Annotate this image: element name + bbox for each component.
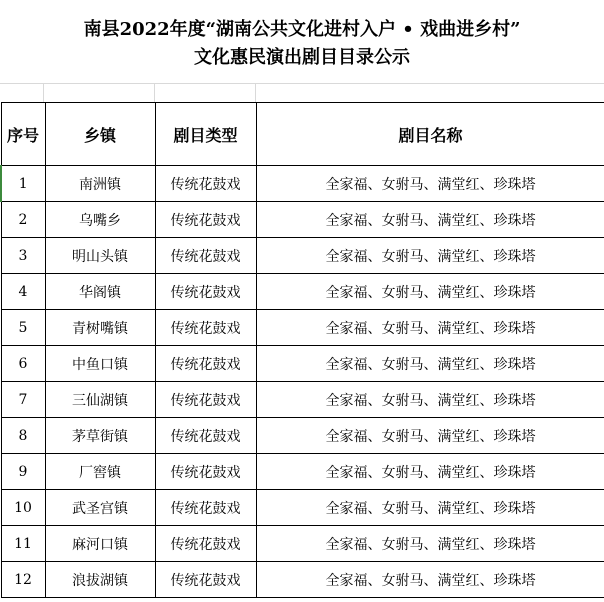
spreadsheet-gridline <box>154 84 155 102</box>
table-row <box>1 274 604 310</box>
spreadsheet-gridline <box>43 84 44 102</box>
title-line-1: 南县2022年度“湖南公共文化进村入户 • 戏曲进乡村” <box>83 19 521 40</box>
cell-index[interactable]: 5 <box>1 310 45 346</box>
cell-type[interactable]: 传统花鼓戏 <box>155 274 256 310</box>
cell-index[interactable]: 6 <box>1 346 45 382</box>
cell-town[interactable]: 华阁镇 <box>45 274 155 310</box>
cell-town[interactable]: 乌嘴乡 <box>45 202 155 238</box>
header-type[interactable]: 剧目类型 <box>155 103 256 166</box>
cell-program-name[interactable]: 全家福、女驸马、满堂红、珍珠塔 <box>256 418 604 454</box>
cell-type[interactable]: 传统花鼓戏 <box>155 166 256 202</box>
title-line-2: 文化惠民演出剧目目录公示 <box>194 47 410 68</box>
cell-program-name[interactable]: 全家福、女驸马、满堂红、珍珠塔 <box>256 166 604 202</box>
cell-program-name[interactable]: 全家福、女驸马、满堂红、珍珠塔 <box>256 238 604 274</box>
cell-program-name[interactable]: 全家福、女驸马、满堂红、珍珠塔 <box>256 346 604 382</box>
document-title <box>0 0 604 84</box>
cell-type[interactable]: 传统花鼓戏 <box>155 346 256 382</box>
header-program-name[interactable]: 剧目名称 <box>256 103 604 166</box>
cell-program-name[interactable]: 全家福、女驸马、满堂红、珍珠塔 <box>256 490 604 526</box>
cell-program-name[interactable]: 全家福、女驸马、满堂红、珍珠塔 <box>256 202 604 238</box>
cell-index[interactable]: 3 <box>1 238 45 274</box>
cell-town[interactable]: 南洲镇 <box>45 166 155 202</box>
table-row <box>1 490 604 526</box>
cell-program-name[interactable]: 全家福、女驸马、满堂红、珍珠塔 <box>256 382 604 418</box>
cell-type[interactable]: 传统花鼓戏 <box>155 454 256 490</box>
cell-town[interactable]: 武圣宫镇 <box>45 490 155 526</box>
table-row <box>1 310 604 346</box>
header-town[interactable]: 乡镇 <box>45 103 155 166</box>
cell-index[interactable]: 2 <box>1 202 45 238</box>
cell-program-name[interactable]: 全家福、女驸马、满堂红、珍珠塔 <box>256 526 604 562</box>
cell-program-name[interactable]: 全家福、女驸马、满堂红、珍珠塔 <box>256 562 604 598</box>
table-row <box>1 166 604 202</box>
table-row <box>1 418 604 454</box>
cell-type[interactable]: 传统花鼓戏 <box>155 526 256 562</box>
cell-type[interactable]: 传统花鼓戏 <box>155 310 256 346</box>
program-table <box>0 102 604 598</box>
cell-program-name[interactable]: 全家福、女驸马、满堂红、珍珠塔 <box>256 454 604 490</box>
cell-index[interactable]: 9 <box>1 454 45 490</box>
cell-town[interactable]: 青树嘴镇 <box>45 310 155 346</box>
cell-type[interactable]: 传统花鼓戏 <box>155 418 256 454</box>
cell-program-name[interactable]: 全家福、女驸马、满堂红、珍珠塔 <box>256 310 604 346</box>
cell-town[interactable]: 三仙湖镇 <box>45 382 155 418</box>
cell-index[interactable]: 12 <box>1 562 45 598</box>
cell-index[interactable]: 10 <box>1 490 45 526</box>
cell-type[interactable]: 传统花鼓戏 <box>155 562 256 598</box>
cell-town[interactable]: 明山头镇 <box>45 238 155 274</box>
header-index[interactable]: 序号 <box>1 103 45 166</box>
table-row <box>1 562 604 598</box>
table-header-row <box>1 103 604 166</box>
table-row <box>1 238 604 274</box>
cell-town[interactable]: 茅草街镇 <box>45 418 155 454</box>
cell-index[interactable]: 1 <box>1 166 45 202</box>
cell-index[interactable]: 7 <box>1 382 45 418</box>
cell-town[interactable]: 中鱼口镇 <box>45 346 155 382</box>
cell-town[interactable]: 麻河口镇 <box>45 526 155 562</box>
cell-town[interactable]: 浪拔湖镇 <box>45 562 155 598</box>
cell-index[interactable]: 4 <box>1 274 45 310</box>
cell-type[interactable]: 传统花鼓戏 <box>155 490 256 526</box>
cell-type[interactable]: 传统花鼓戏 <box>155 202 256 238</box>
cell-type[interactable]: 传统花鼓戏 <box>155 382 256 418</box>
table-row <box>1 454 604 490</box>
cell-program-name[interactable]: 全家福、女驸马、满堂红、珍珠塔 <box>256 274 604 310</box>
table-row <box>1 526 604 562</box>
table-row <box>1 382 604 418</box>
table-row <box>1 202 604 238</box>
cell-index[interactable]: 11 <box>1 526 45 562</box>
cell-type[interactable]: 传统花鼓戏 <box>155 238 256 274</box>
cell-town[interactable]: 厂窖镇 <box>45 454 155 490</box>
table-row <box>1 346 604 382</box>
spreadsheet-gridline <box>255 84 256 102</box>
cell-index[interactable]: 8 <box>1 418 45 454</box>
